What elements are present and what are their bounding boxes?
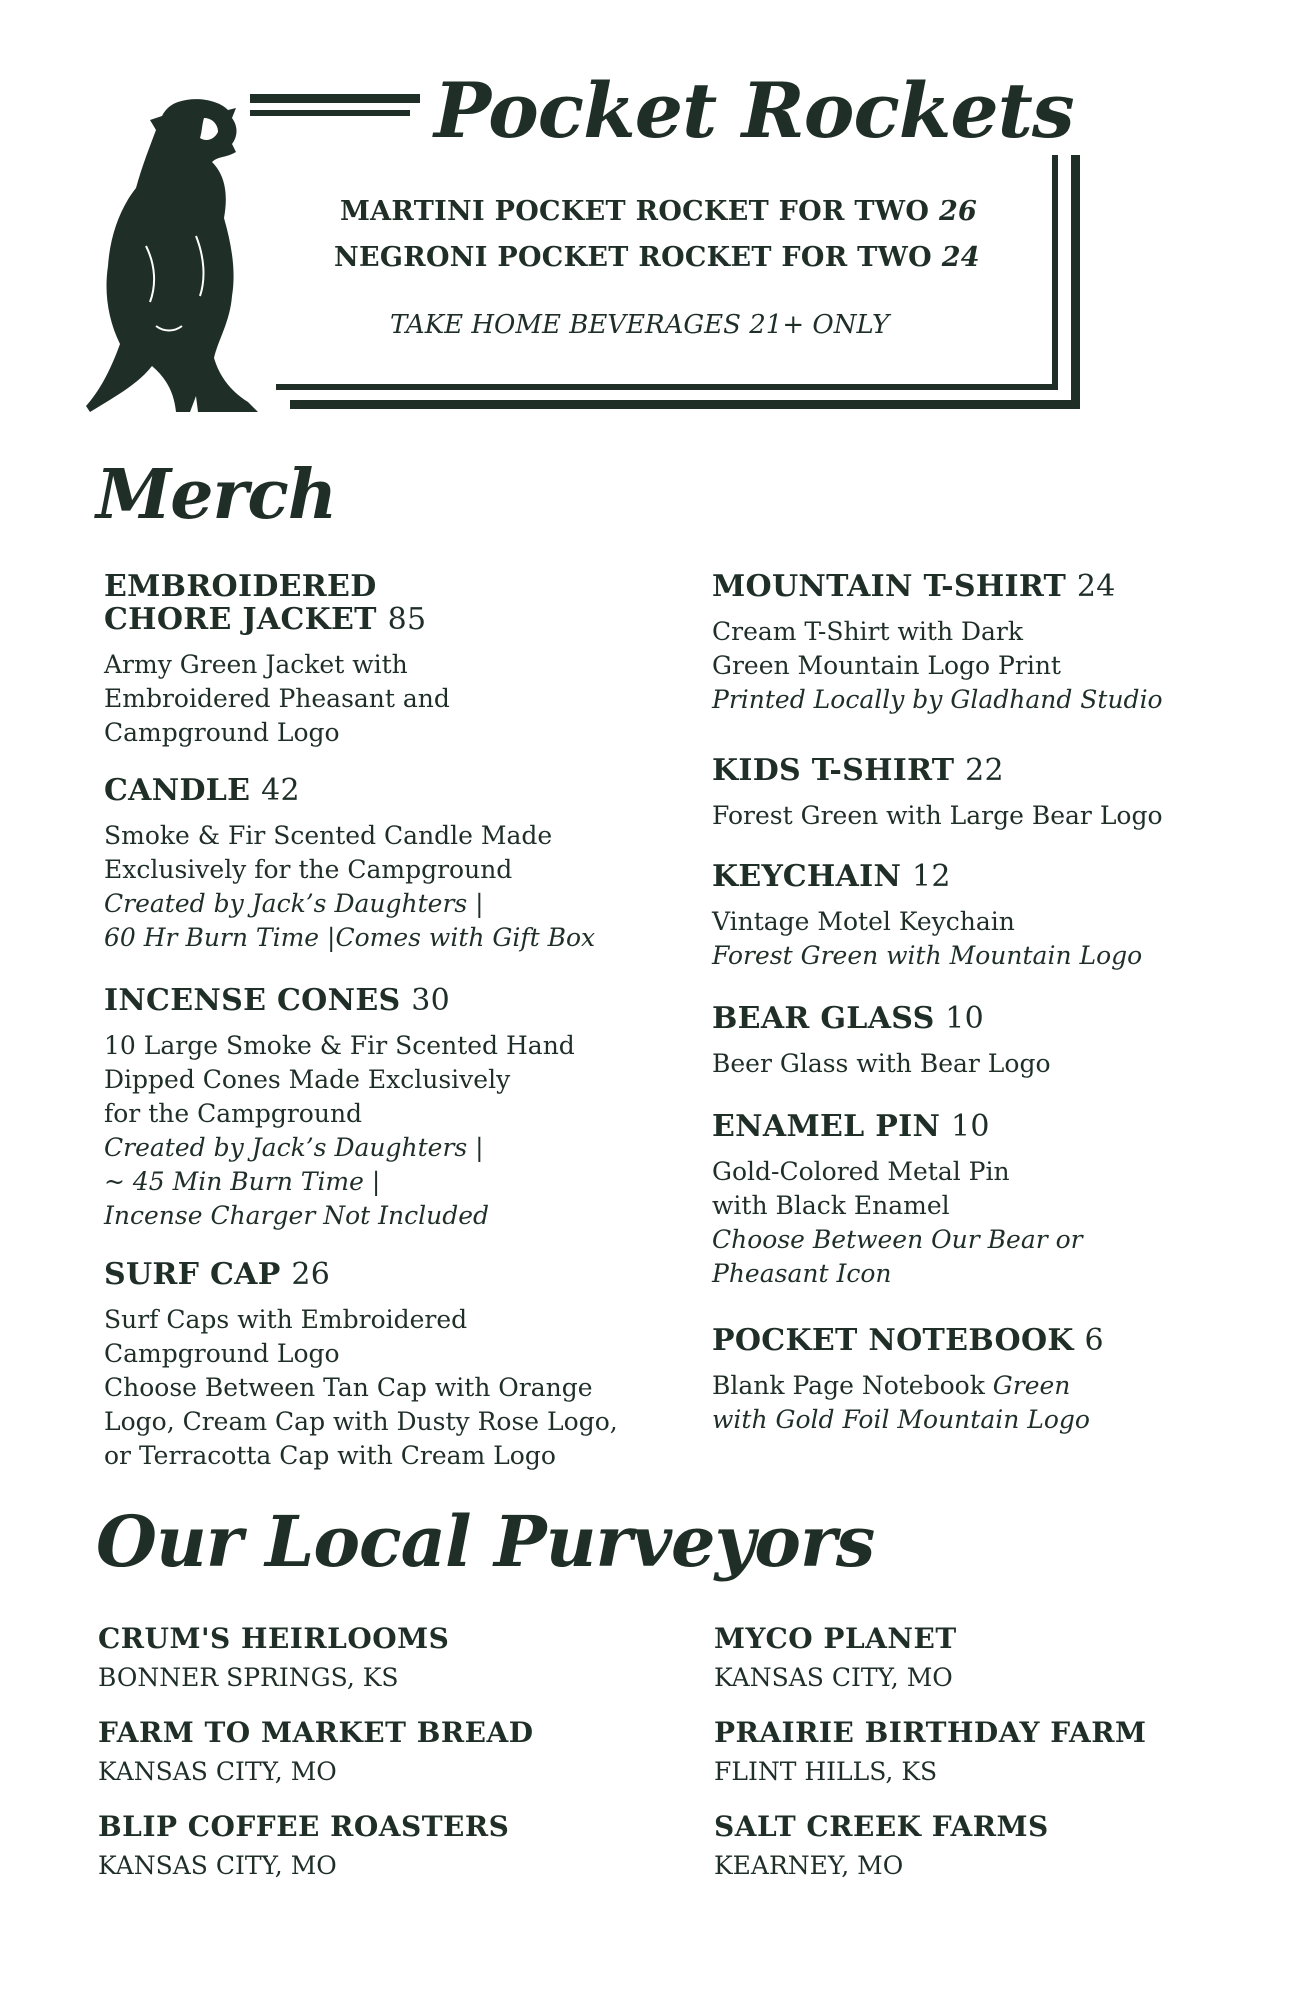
merch-item-name xyxy=(712,1002,1272,1035)
purveyor-name: FARM TO MARKET BREAD xyxy=(98,1716,534,1749)
merch-item-italic-line: Choose Between Our Bear or xyxy=(712,1225,1083,1254)
merch-item-name xyxy=(104,1258,664,1291)
purveyor-location: FLINT HILLS, KS xyxy=(714,1757,938,1786)
merch-item-price: 85 xyxy=(387,602,427,637)
merch-item-name-line: CHORE JACKET xyxy=(104,602,377,637)
merch-item-name-line: KEYCHAIN xyxy=(712,859,902,894)
merch-item xyxy=(712,570,1272,717)
purveyor-location: KANSAS CITY, MO xyxy=(98,1757,337,1786)
merch-item-italic-line: ~ 45 Min Burn Time | xyxy=(104,1167,381,1196)
merch-item-description-line: Campground Logo xyxy=(104,718,340,747)
purveyor-name: CRUM'S HEIRLOOMS xyxy=(98,1622,450,1655)
purveyor-location: KANSAS CITY, MO xyxy=(714,1663,953,1692)
merch-item-description-line: Forest Green with Large Bear Logo xyxy=(712,801,1163,830)
merch-item-name xyxy=(712,570,1272,603)
merch-item-italic-line: Forest Green with Mountain Logo xyxy=(712,941,1143,970)
purveyor-item xyxy=(98,1622,449,1692)
merch-item-name-line: MOUNTAIN T-SHIRT xyxy=(712,569,1067,604)
merch-item-name-line: CANDLE xyxy=(104,773,251,808)
merch-item-name-line: SURF CAP xyxy=(104,1257,281,1292)
merch-item xyxy=(104,1258,664,1473)
merch-item-description-line: Dipped Cones Made Exclusively xyxy=(104,1065,511,1094)
merch-item-name xyxy=(104,774,664,807)
merch-item-description xyxy=(712,905,1272,973)
merch-item-italic-line: Pheasant Icon xyxy=(712,1259,892,1288)
purveyor-location: BONNER SPRINGS, KS xyxy=(98,1663,399,1692)
merch-item-name-line: POCKET NOTEBOOK xyxy=(712,1323,1074,1358)
merch-item-description xyxy=(104,1303,664,1473)
merch-item-description-line: 10 Large Smoke & Fir Scented Hand xyxy=(104,1031,575,1060)
merch-item-description xyxy=(712,1155,1272,1291)
merch-item-description-line xyxy=(712,1369,1272,1403)
merch-item-price: 26 xyxy=(291,1257,331,1292)
purveyor-name: PRAIRIE BIRTHDAY FARM xyxy=(714,1716,1147,1749)
pocket-rocket-item xyxy=(334,242,980,273)
merch-item-price: 22 xyxy=(965,753,1004,788)
merch-item-description-line: Army Green Jacket with xyxy=(104,650,408,679)
merch-item-description xyxy=(104,648,664,750)
merch-item xyxy=(104,984,664,1233)
pocket-rockets-title: Pocket Rockets xyxy=(422,66,1086,155)
merch-item-italic-line: with Gold Foil Mountain Logo xyxy=(712,1405,1090,1434)
merch-item-description-line: or Terracotta Cap with Cream Logo xyxy=(104,1441,556,1470)
purveyor-item xyxy=(98,1716,533,1786)
merch-item-price: 10 xyxy=(945,1001,985,1036)
merch-item-description-line: with Black Enamel xyxy=(712,1191,950,1220)
merch-item-price: 12 xyxy=(911,859,951,894)
merch-item-name-line: INCENSE CONES xyxy=(104,983,401,1018)
merch-item-description-line: Surf Caps with Embroidered xyxy=(104,1305,468,1334)
merch-item-price: 30 xyxy=(411,983,450,1018)
pocket-rocket-item-price: 26 xyxy=(938,196,978,227)
merch-item-name-line: KIDS T-SHIRT xyxy=(712,753,955,788)
purveyor-item xyxy=(714,1810,1049,1880)
merch-item-description-line: Gold-Colored Metal Pin xyxy=(712,1157,1010,1186)
purveyor-name: MYCO PLANET xyxy=(714,1622,957,1655)
purveyor-name: BLIP COFFEE ROASTERS xyxy=(98,1810,510,1843)
merch-item-name xyxy=(712,1324,1272,1357)
merch-item-italic-line: Created by Jack’s Daughters | xyxy=(104,889,484,918)
merch-item-description xyxy=(712,799,1272,833)
purveyors-title: Our Local Purveyors xyxy=(96,1500,875,1583)
merch-item xyxy=(104,570,664,750)
purveyor-item xyxy=(714,1716,1147,1786)
pocket-rocket-item xyxy=(340,196,977,227)
merch-item-description xyxy=(712,1369,1272,1437)
merch-item-description-line: Beer Glass with Bear Logo xyxy=(712,1049,1051,1078)
merch-item-name xyxy=(104,570,664,636)
merch-item-description-line: Vintage Motel Keychain xyxy=(712,907,1015,936)
merch-item-name-line: BEAR GLASS xyxy=(712,1001,935,1036)
pocket-rockets-note: TAKE HOME BEVERAGES 21+ ONLY xyxy=(390,310,890,340)
merch-item-description xyxy=(104,819,664,955)
merch-item xyxy=(104,774,664,955)
merch-item-description-segment: Green xyxy=(992,1371,1071,1400)
merch-item-name-line: ENAMEL PIN xyxy=(712,1109,941,1144)
merch-item-name xyxy=(712,754,1272,787)
purveyor-name: SALT CREEK FARMS xyxy=(714,1810,1049,1843)
merch-item-description-line: Choose Between Tan Cap with Orange xyxy=(104,1373,593,1402)
merch-item xyxy=(712,1002,1272,1081)
merch-item-name-line: EMBROIDERED xyxy=(104,569,377,604)
purveyor-location: KANSAS CITY, MO xyxy=(98,1851,337,1880)
merch-item-description-line: Exclusively for the Campground xyxy=(104,855,513,884)
merch-item xyxy=(712,860,1272,973)
merch-title: Merch xyxy=(96,455,337,535)
merch-item xyxy=(712,754,1272,833)
pocket-rocket-item-name: NEGRONI POCKET ROCKET FOR TWO xyxy=(334,242,932,273)
merch-item-description-line: Campground Logo xyxy=(104,1339,340,1368)
merch-item-description-line: Embroidered Pheasant and xyxy=(104,684,450,713)
merch-item-description-segment: Blank Page Notebook xyxy=(712,1371,993,1400)
merch-item-description xyxy=(712,615,1272,717)
purveyor-location: KEARNEY, MO xyxy=(714,1851,904,1880)
pocket-rocket-item-name: MARTINI POCKET ROCKET FOR TWO xyxy=(340,196,930,227)
merch-item-name xyxy=(712,1110,1272,1143)
merch-item-description-line: Cream T-Shirt with Dark xyxy=(712,617,1024,646)
merch-item-name xyxy=(712,860,1272,893)
merch-item-italic-line: Incense Charger Not Included xyxy=(104,1201,490,1230)
purveyor-item xyxy=(98,1810,509,1880)
merch-item-italic-line: Created by Jack’s Daughters | xyxy=(104,1133,484,1162)
pocket-rocket-item-price: 24 xyxy=(941,242,980,273)
purveyor-item xyxy=(714,1622,957,1692)
merch-item-description xyxy=(104,1029,664,1233)
merch-item xyxy=(712,1324,1272,1437)
merch-item-description xyxy=(712,1047,1272,1081)
merch-item-italic-line: 60 Hr Burn Time |Comes with Gift Box xyxy=(104,923,596,952)
merch-item-description-line: Logo, Cream Cap with Dusty Rose Logo, xyxy=(104,1407,618,1436)
merch-item-description-line: for the Campground xyxy=(104,1099,363,1128)
merch-item xyxy=(712,1110,1272,1291)
merch-item-description-line: Green Mountain Logo Print xyxy=(712,651,1061,680)
merch-item-price: 24 xyxy=(1076,569,1116,604)
bear-icon xyxy=(86,96,286,416)
merch-item-price: 10 xyxy=(950,1109,990,1144)
merch-item-italic-line: Printed Locally by Gladhand Studio xyxy=(712,685,1163,714)
merch-item-price: 6 xyxy=(1084,1323,1104,1358)
merch-item-name xyxy=(104,984,664,1017)
merch-item-price: 42 xyxy=(261,773,300,808)
merch-item-description-line: Smoke & Fir Scented Candle Made xyxy=(104,821,553,850)
